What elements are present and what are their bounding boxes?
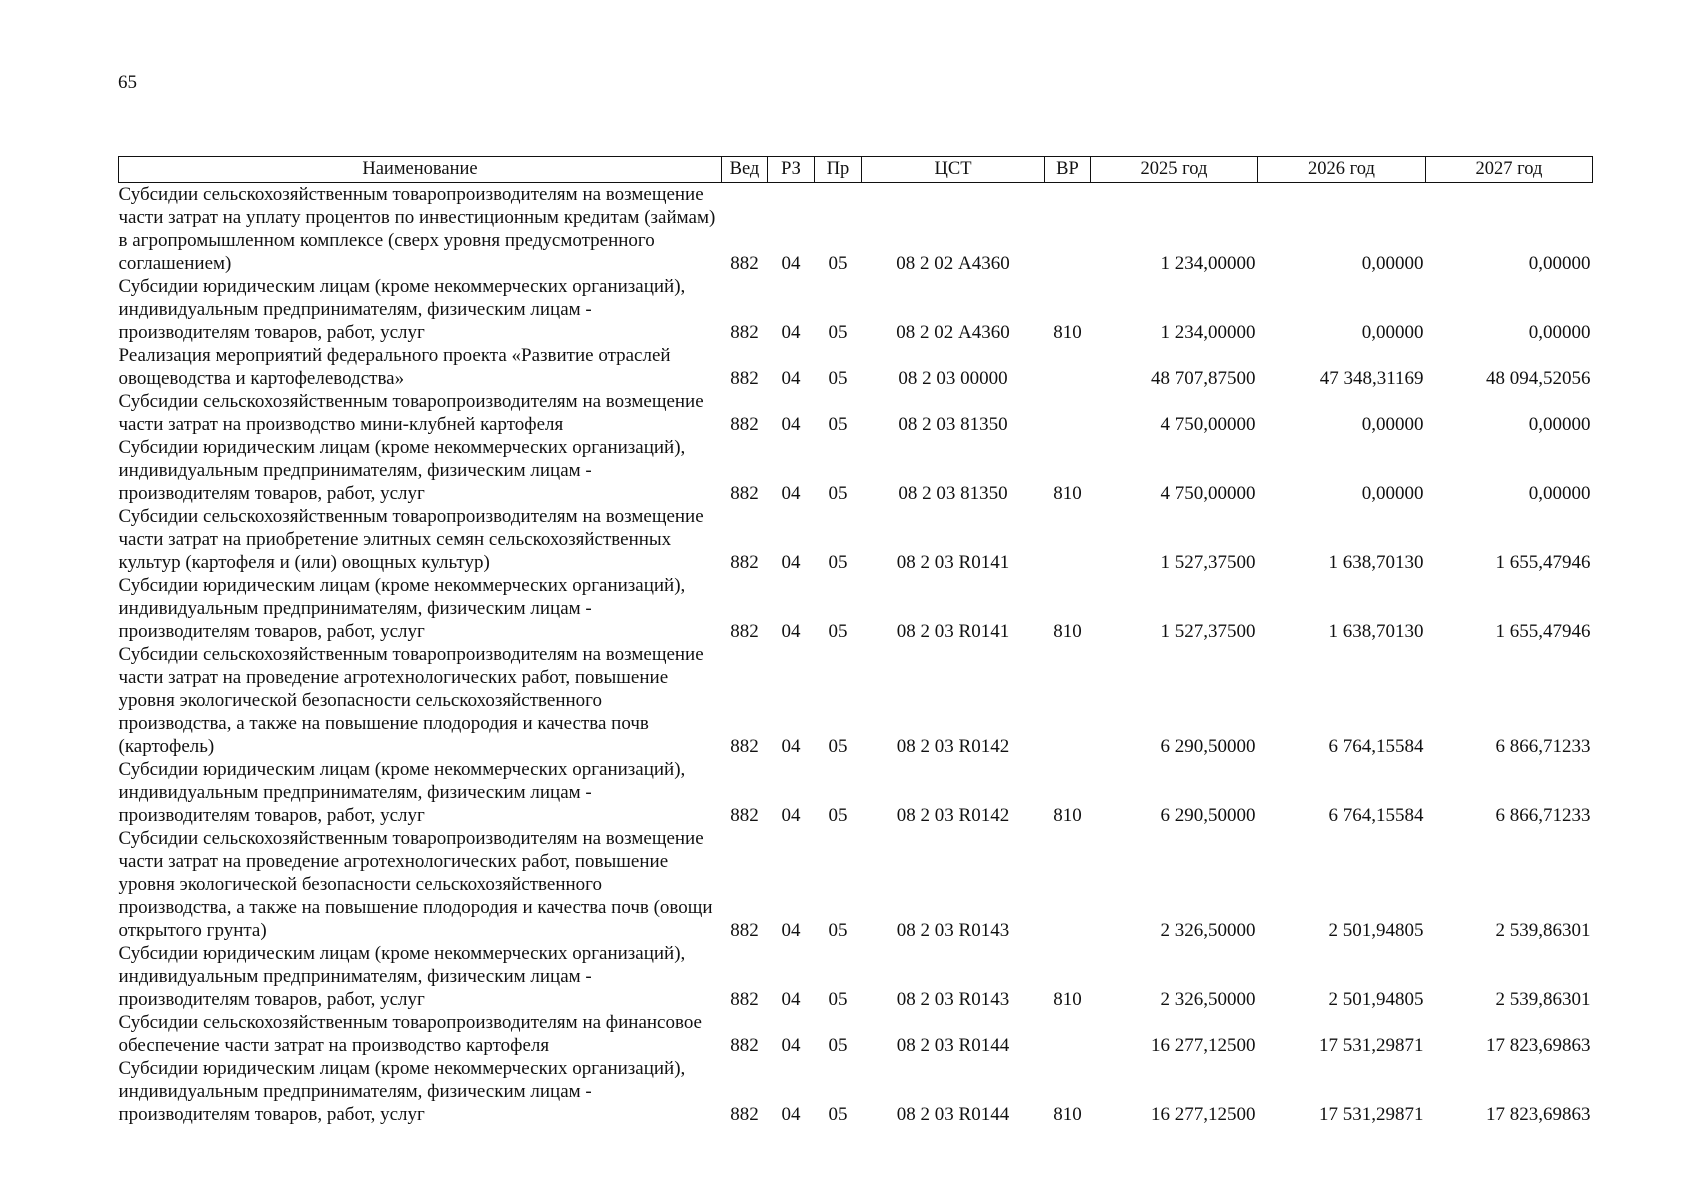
table-row bbox=[119, 574, 1593, 643]
cell-2025: 6 290,50000 bbox=[1160, 805, 1256, 826]
header-cst: ЦСТ bbox=[862, 157, 1045, 183]
header-2025: 2025 год bbox=[1091, 157, 1258, 183]
cell-2025: 1 234,00000 bbox=[1160, 253, 1256, 274]
cell-2026: 0,00000 bbox=[1361, 322, 1424, 343]
cell-cst: 08 2 03 R0143 bbox=[896, 989, 1010, 1010]
cell-rz: 04 bbox=[781, 322, 801, 343]
cell-2027: 2 539,86301 bbox=[1495, 989, 1591, 1010]
cell-name: Субсидии юридическим лицам (кроме некоммерческих организаций), индивидуальным предпринимателям, физическим лицам - производителям товаров, работ, услуг bbox=[118, 943, 686, 1010]
cell-vr bbox=[1045, 390, 1091, 436]
cell-rz: 04 bbox=[781, 552, 801, 573]
cell-pr: 05 bbox=[828, 621, 848, 642]
cell-2025: 4 750,00000 bbox=[1160, 414, 1256, 435]
cell-name: Субсидии юридическим лицам (кроме некоммерческих организаций), индивидуальным предпринимателям, физическим лицам - производителям товаров, работ, услуг bbox=[118, 575, 686, 642]
cell-2025: 1 527,37500 bbox=[1160, 621, 1256, 642]
cell-vr bbox=[1045, 344, 1091, 390]
cell-name: Субсидии сельскохозяйственным товаропроизводителям на возмещение части затрат на проведение агротехнологических работ, повышение уровня экологической безопасности сельскохозяйственного производства, а также на повышение плодородия и качества почв (овощи открытого грунта) bbox=[118, 828, 713, 941]
cell-pr: 05 bbox=[828, 1104, 848, 1125]
cell-ved: 882 bbox=[730, 920, 759, 941]
cell-2027: 17 823,69863 bbox=[1486, 1104, 1591, 1125]
cell-2027: 0,00000 bbox=[1528, 414, 1591, 435]
cell-ved: 882 bbox=[730, 552, 759, 573]
cell-ved: 882 bbox=[730, 368, 759, 389]
cell-name: Субсидии юридическим лицам (кроме некоммерческих организаций), индивидуальным предпринимателям, физическим лицам - производителям товаров, работ, услуг bbox=[118, 276, 686, 343]
table-row bbox=[119, 275, 1593, 344]
table-row bbox=[119, 643, 1593, 758]
header-rz: РЗ bbox=[768, 157, 815, 183]
cell-pr: 05 bbox=[828, 552, 848, 573]
header-vr: ВР bbox=[1045, 157, 1091, 183]
cell-cst: 08 2 03 R0144 bbox=[896, 1035, 1010, 1056]
cell-2025: 1 527,37500 bbox=[1160, 552, 1256, 573]
table-row bbox=[119, 344, 1593, 390]
cell-2026: 0,00000 bbox=[1361, 253, 1424, 274]
cell-name: Субсидии юридическим лицам (кроме некоммерческих организаций), индивидуальным предпринимателям, физическим лицам - производителям товаров, работ, услуг bbox=[118, 759, 686, 826]
budget-table bbox=[118, 156, 1593, 1126]
table-row bbox=[119, 942, 1593, 1011]
header-2026: 2026 год bbox=[1258, 157, 1426, 183]
cell-2027: 0,00000 bbox=[1528, 253, 1591, 274]
cell-ved: 882 bbox=[730, 483, 759, 504]
cell-rz: 04 bbox=[781, 736, 801, 757]
cell-2025: 4 750,00000 bbox=[1160, 483, 1256, 504]
cell-rz: 04 bbox=[781, 920, 801, 941]
table-body bbox=[119, 183, 1593, 1127]
cell-2027: 0,00000 bbox=[1528, 483, 1591, 504]
cell-cst: 08 2 02 А4360 bbox=[896, 322, 1010, 343]
header-name: Наименование bbox=[119, 157, 722, 183]
cell-2027: 48 094,52056 bbox=[1486, 368, 1591, 389]
cell-ved: 882 bbox=[730, 989, 759, 1010]
header-ved: Вед bbox=[722, 157, 768, 183]
cell-rz: 04 bbox=[781, 1035, 801, 1056]
cell-cst: 08 2 03 81350 bbox=[898, 483, 1008, 504]
table-row bbox=[119, 505, 1593, 574]
cell-pr: 05 bbox=[828, 989, 848, 1010]
cell-pr: 05 bbox=[828, 736, 848, 757]
cell-vr: 810 bbox=[1053, 322, 1082, 343]
cell-2027: 6 866,71233 bbox=[1495, 736, 1591, 757]
cell-ved: 882 bbox=[730, 414, 759, 435]
cell-rz: 04 bbox=[781, 483, 801, 504]
cell-2025: 48 707,87500 bbox=[1151, 368, 1256, 389]
cell-pr: 05 bbox=[828, 1035, 848, 1056]
header-2027: 2027 год bbox=[1426, 157, 1593, 183]
page-number: 65 bbox=[118, 72, 137, 93]
table-row bbox=[119, 1057, 1593, 1126]
cell-cst: 08 2 03 R0141 bbox=[896, 621, 1010, 642]
cell-name: Субсидии сельскохозяйственным товаропроизводителям на возмещение части затрат на проведение агротехнологических работ, повышение уровня экологической безопасности сельскохозяйственного производства, а также на повышение плодородия и качества почв (картофель) bbox=[118, 644, 704, 757]
cell-name: Субсидии сельскохозяйственным товаропроизводителям на возмещение части затрат на производство мини-клубней картофеля bbox=[118, 391, 704, 435]
cell-pr: 05 bbox=[828, 322, 848, 343]
cell-rz: 04 bbox=[781, 805, 801, 826]
cell-2025: 6 290,50000 bbox=[1160, 736, 1256, 757]
cell-rz: 04 bbox=[781, 368, 801, 389]
cell-cst: 08 2 03 81350 bbox=[898, 414, 1008, 435]
cell-2026: 0,00000 bbox=[1361, 414, 1424, 435]
cell-2026: 0,00000 bbox=[1361, 483, 1424, 504]
cell-rz: 04 bbox=[781, 621, 801, 642]
table-row bbox=[119, 758, 1593, 827]
cell-2026: 17 531,29871 bbox=[1319, 1104, 1424, 1125]
cell-ved: 882 bbox=[730, 1104, 759, 1125]
cell-2026: 1 638,70130 bbox=[1328, 621, 1424, 642]
cell-vr bbox=[1045, 643, 1091, 758]
cell-2027: 1 655,47946 bbox=[1495, 621, 1591, 642]
cell-vr bbox=[1045, 827, 1091, 942]
cell-ved: 882 bbox=[730, 322, 759, 343]
cell-vr bbox=[1045, 1011, 1091, 1057]
cell-vr: 810 bbox=[1053, 805, 1082, 826]
table-row bbox=[119, 183, 1593, 276]
cell-pr: 05 bbox=[828, 253, 848, 274]
cell-2027: 0,00000 bbox=[1528, 322, 1591, 343]
cell-vr: 810 bbox=[1053, 621, 1082, 642]
cell-2025: 16 277,12500 bbox=[1151, 1104, 1256, 1125]
table-row bbox=[119, 1011, 1593, 1057]
cell-2027: 1 655,47946 bbox=[1495, 552, 1591, 573]
cell-vr bbox=[1045, 183, 1091, 276]
table-row bbox=[119, 390, 1593, 436]
cell-2026: 6 764,15584 bbox=[1328, 736, 1424, 757]
cell-2027: 2 539,86301 bbox=[1495, 920, 1591, 941]
header-pr: Пр bbox=[815, 157, 862, 183]
cell-rz: 04 bbox=[781, 253, 801, 274]
cell-cst: 08 2 03 R0143 bbox=[896, 920, 1010, 941]
cell-2025: 1 234,00000 bbox=[1160, 322, 1256, 343]
cell-pr: 05 bbox=[828, 920, 848, 941]
cell-vr bbox=[1045, 505, 1091, 574]
cell-name: Реализация мероприятий федерального проекта «Развитие отраслей овощеводства и картофелеводства» bbox=[118, 345, 671, 389]
cell-rz: 04 bbox=[781, 414, 801, 435]
cell-name: Субсидии сельскохозяйственным товаропроизводителям на возмещение части затрат на приобретение элитных семян сельскохозяйственных культур (картофеля и (или) овощных культур) bbox=[118, 506, 704, 573]
cell-vr: 810 bbox=[1053, 1104, 1082, 1125]
cell-name: Субсидии сельскохозяйственным товаропроизводителям на финансовое обеспечение части затрат на производство картофеля bbox=[118, 1012, 702, 1056]
cell-name: Субсидии юридическим лицам (кроме некоммерческих организаций), индивидуальным предпринимателям, физическим лицам - производителям товаров, работ, услуг bbox=[118, 1058, 686, 1125]
cell-2025: 2 326,50000 bbox=[1160, 920, 1256, 941]
cell-cst: 08 2 03 R0141 bbox=[896, 552, 1010, 573]
cell-vr: 810 bbox=[1053, 483, 1082, 504]
cell-pr: 05 bbox=[828, 414, 848, 435]
cell-rz: 04 bbox=[781, 1104, 801, 1125]
cell-cst: 08 2 03 00000 bbox=[898, 368, 1008, 389]
cell-ved: 882 bbox=[730, 1035, 759, 1056]
cell-vr: 810 bbox=[1053, 989, 1082, 1010]
cell-pr: 05 bbox=[828, 483, 848, 504]
cell-name: Субсидии сельскохозяйственным товаропроизводителям на возмещение части затрат на уплату процентов по инвестиционным кредитам (займам) в агропромышленном комплексе (сверх уровня предусмотренного соглашением) bbox=[118, 184, 716, 274]
cell-pr: 05 bbox=[828, 368, 848, 389]
cell-2025: 2 326,50000 bbox=[1160, 989, 1256, 1010]
cell-ved: 882 bbox=[730, 805, 759, 826]
cell-2025: 16 277,12500 bbox=[1151, 1035, 1256, 1056]
cell-cst: 08 2 03 R0144 bbox=[896, 1104, 1010, 1125]
cell-name: Субсидии юридическим лицам (кроме некоммерческих организаций), индивидуальным предпринимателям, физическим лицам - производителям товаров, работ, услуг bbox=[118, 437, 686, 504]
cell-cst: 08 2 03 R0142 bbox=[896, 736, 1010, 757]
cell-2026: 17 531,29871 bbox=[1319, 1035, 1424, 1056]
cell-2026: 2 501,94805 bbox=[1328, 989, 1424, 1010]
cell-2027: 6 866,71233 bbox=[1495, 805, 1591, 826]
cell-2026: 6 764,15584 bbox=[1328, 805, 1424, 826]
table-row bbox=[119, 436, 1593, 505]
cell-ved: 882 bbox=[730, 621, 759, 642]
cell-ved: 882 bbox=[730, 736, 759, 757]
cell-2026: 1 638,70130 bbox=[1328, 552, 1424, 573]
table-row bbox=[119, 827, 1593, 942]
cell-rz: 04 bbox=[781, 989, 801, 1010]
cell-pr: 05 bbox=[828, 805, 848, 826]
cell-2026: 2 501,94805 bbox=[1328, 920, 1424, 941]
cell-cst: 08 2 02 А4360 bbox=[896, 253, 1010, 274]
table-header-row bbox=[119, 157, 1593, 183]
cell-ved: 882 bbox=[730, 253, 759, 274]
cell-cst: 08 2 03 R0142 bbox=[896, 805, 1010, 826]
cell-2027: 17 823,69863 bbox=[1486, 1035, 1591, 1056]
cell-2026: 47 348,31169 bbox=[1319, 368, 1424, 389]
